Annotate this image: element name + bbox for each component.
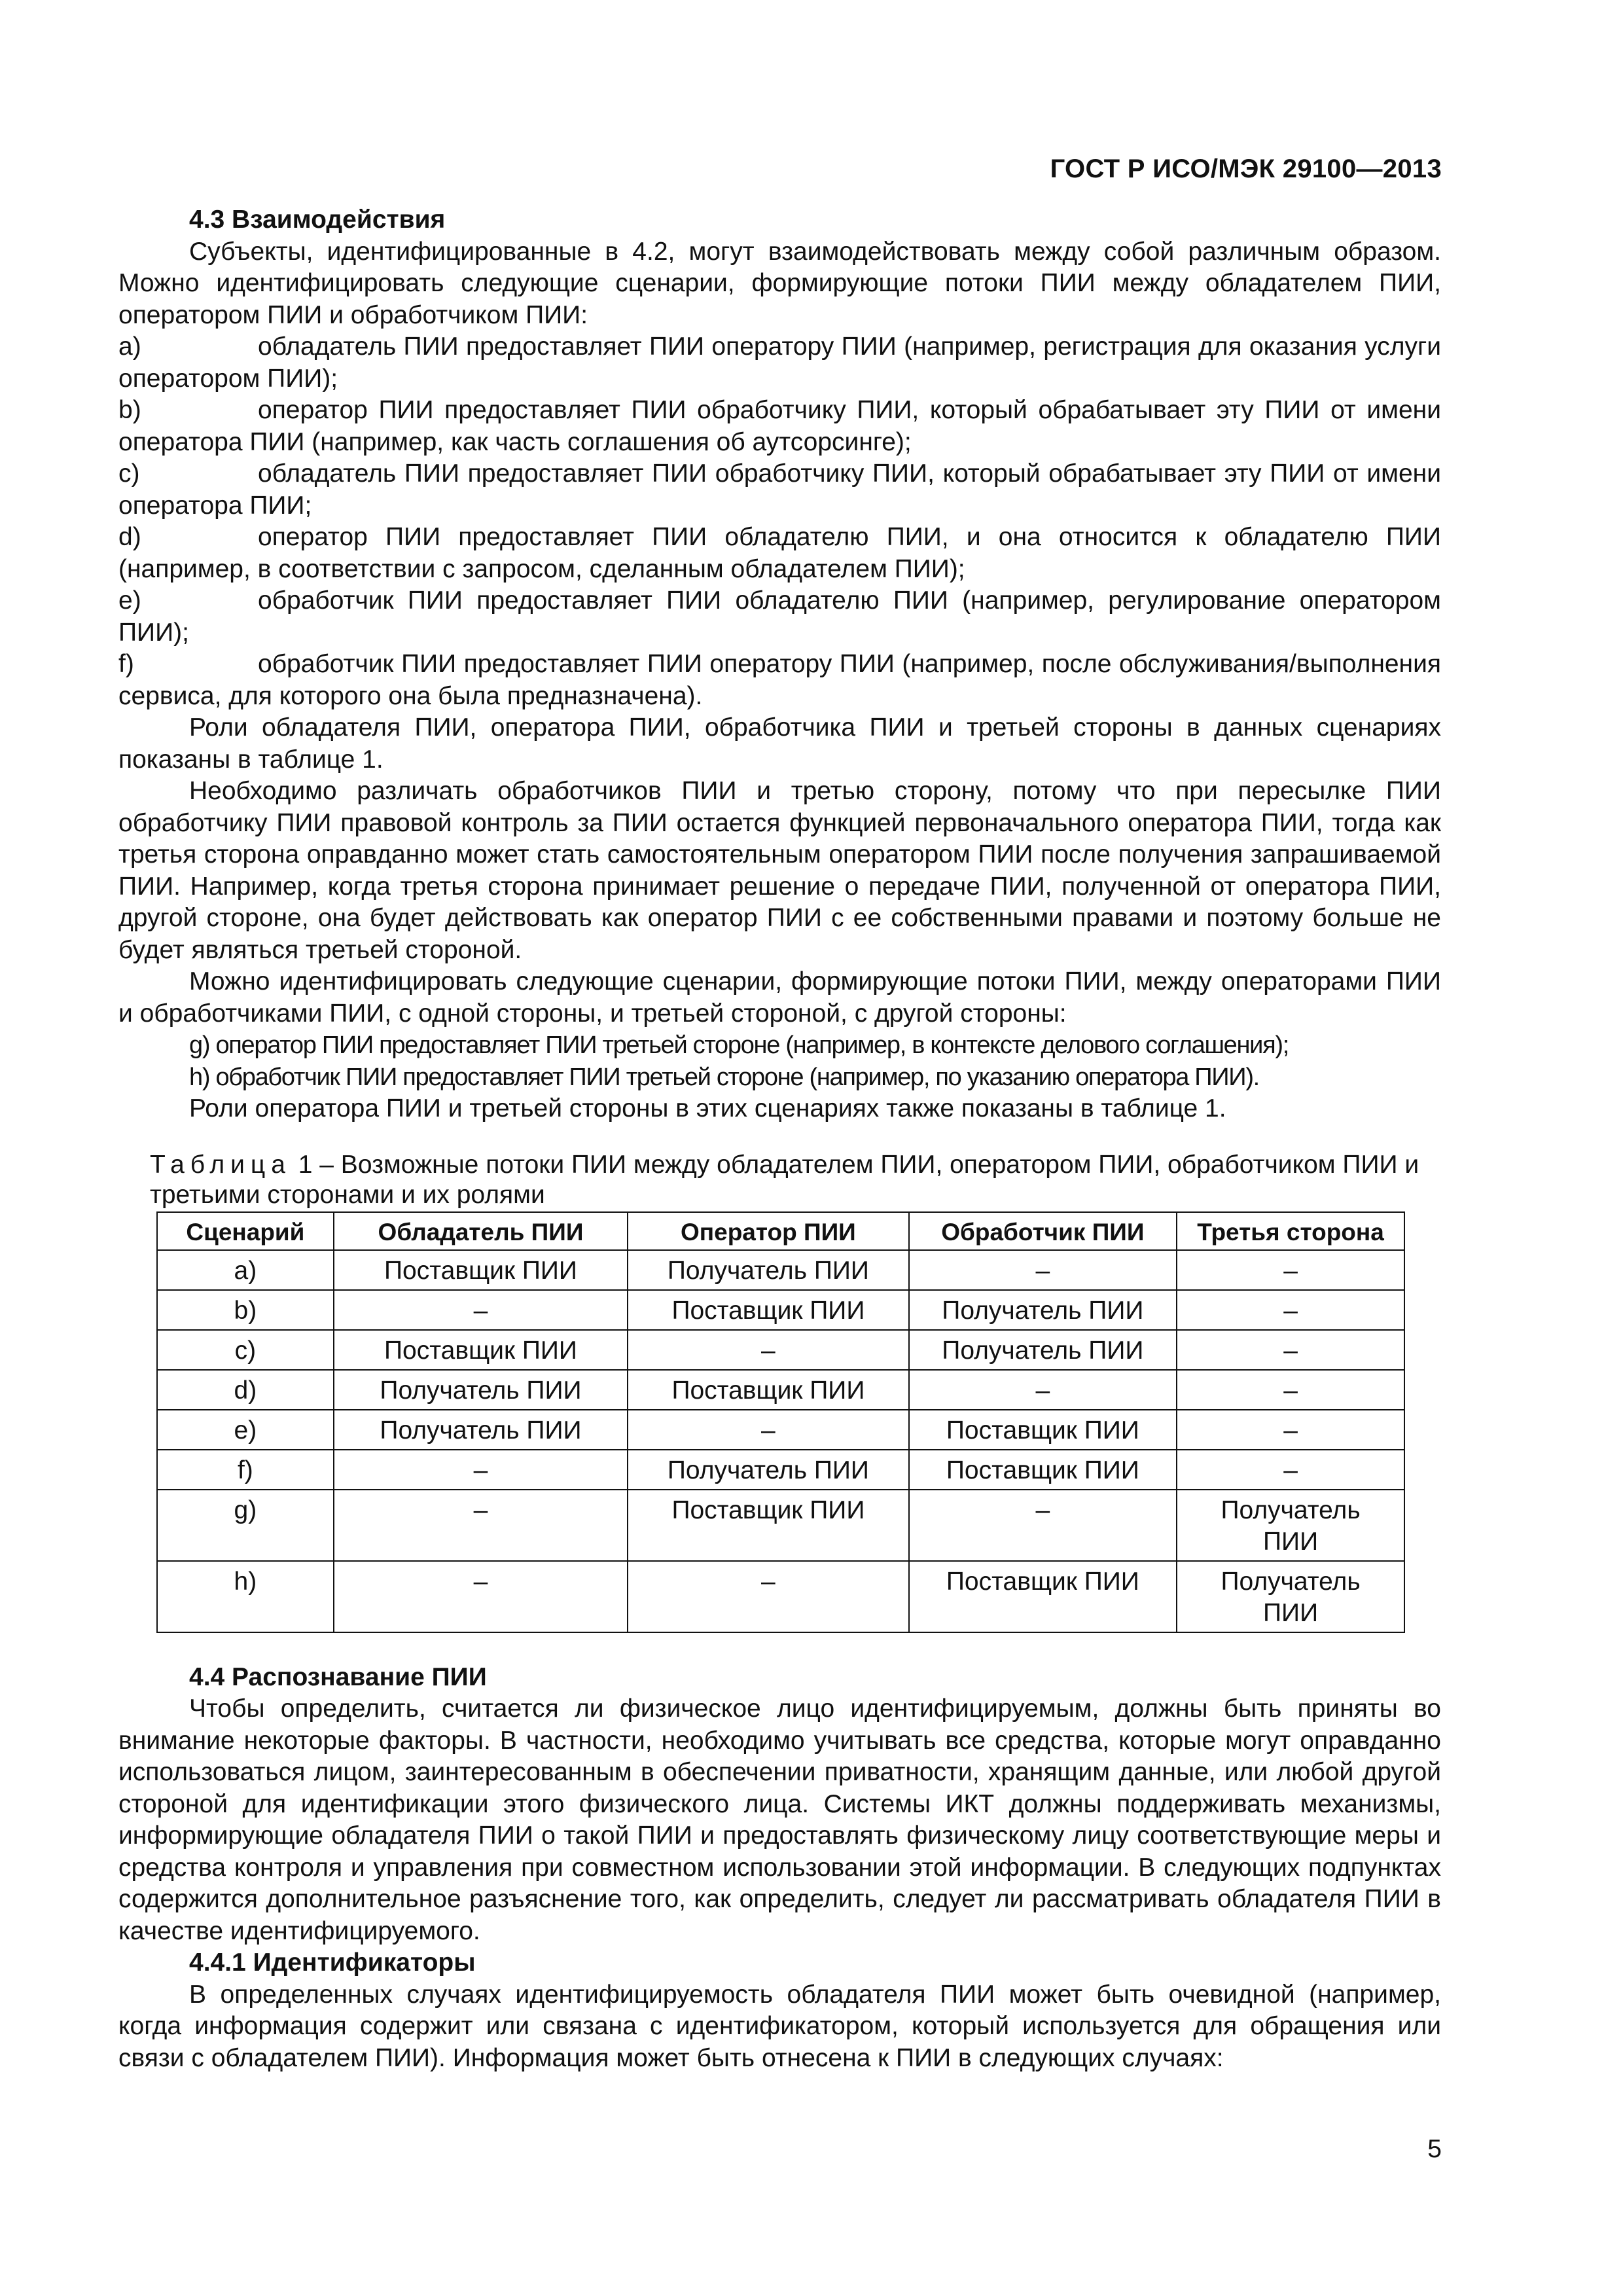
- list-item-f: [118, 649, 1441, 712]
- list-text: обладатель ПИИ предоставляет ПИИ оператору ПИИ (например, регистрация для оказания услуги оператором ПИИ);: [118, 332, 1441, 393]
- table-cell: Получатель ПИИ: [1177, 1490, 1404, 1561]
- paragraph-intro: Субъекты, идентифицированные в 4.2, могут взаимодействовать между собой различным образом. Можно идентифицировать следующие сценарии, формирующие потоки ПИИ между обладателем ПИИ, оператором ПИИ и обработчиком ПИИ:: [118, 237, 1441, 329]
- column-header-pii-processor: Обработчик ПИИ: [909, 1212, 1177, 1250]
- table-cell: h): [157, 1561, 334, 1632]
- list-label: f): [118, 650, 134, 678]
- list-item-d: [118, 522, 1441, 585]
- list-text: обработчик ПИИ предоставляет ПИИ обладателю ПИИ (например, регулирование оператором ПИИ);: [118, 586, 1441, 647]
- list-text: обладатель ПИИ предоставляет ПИИ обработчику ПИИ, который обрабатывает эту ПИИ от имени оператора ПИИ;: [118, 459, 1441, 520]
- table-cell: –: [909, 1490, 1177, 1561]
- table-row: [157, 1561, 1404, 1632]
- list-label: c): [118, 459, 140, 488]
- list-label: a): [118, 332, 141, 361]
- list-text: обработчик ПИИ предоставляет ПИИ оператору ПИИ (например, после обслуживания/выполнения сервиса, для которого она была предназначена).: [118, 650, 1441, 710]
- table-cell: g): [157, 1490, 334, 1561]
- table-cell: Поставщик ПИИ: [909, 1410, 1177, 1450]
- table-row: [157, 1370, 1404, 1410]
- table-cell: –: [628, 1561, 908, 1632]
- table-cell: –: [1177, 1330, 1404, 1370]
- table-cell: –: [334, 1490, 628, 1561]
- section-heading-4-4: 4.4 Распознавание ПИИ: [189, 1662, 487, 1691]
- table-cell: e): [157, 1410, 334, 1450]
- table-cell: –: [1177, 1250, 1404, 1290]
- table-caption-label: Таблица: [150, 1150, 291, 1179]
- standard-header: ГОСТ Р ИСО/МЭК 29100—2013: [1050, 154, 1442, 183]
- list-item-c: [118, 458, 1441, 522]
- table-caption: [118, 1150, 1441, 1210]
- list-text: оператор ПИИ предоставляет ПИИ обладателю ПИИ, и она относится к обладателю ПИИ (например, в соответствии с запросом, сделанным обладателем ПИИ);: [118, 523, 1441, 583]
- table-cell: Получатель ПИИ: [334, 1410, 628, 1450]
- table-cell: a): [157, 1250, 334, 1290]
- paragraph-scenarios: Можно идентифицировать следующие сценарии, формирующие потоки ПИИ, между операторами ПИИ и обработчиками ПИИ, с одной стороны, и третьей стороной, с другой стороны:: [118, 967, 1441, 1028]
- table-cell: Поставщик ПИИ: [628, 1370, 908, 1410]
- table-cell: Получатель ПИИ: [1177, 1561, 1404, 1632]
- paragraph-roles-2: Роли оператора ПИИ и третьей стороны в этих сценариях также показаны в таблице 1.: [189, 1094, 1226, 1122]
- list-label: e): [118, 586, 141, 615]
- table-cell: f): [157, 1450, 334, 1490]
- table-cell: –: [628, 1330, 908, 1370]
- section-heading-4-4-1: 4.4.1 Идентификаторы: [189, 1948, 476, 1977]
- table-row: [157, 1410, 1404, 1450]
- paragraph-pii-recognition: Чтобы определить, считается ли физическое лицо идентифицируемым, должны быть приняты во внимание некоторые факторы. В частности, необходимо учитывать все средства, которые могут оправданно использоваться лицом, заинтересованным в обеспечении приватности, хранящим данные, или любой другой стороной для идентификации этого физического лица. Системы ИКТ должны поддерживать механизмы, информирующие обладателя ПИИ о такой ПИИ и предоставлять физическому лицу соответствующие меры и средства контроля и управления при совместном использовании этой информации. В следующих подпунктах содержится дополнительное разъяснение того, как определить, следует ли рассматривать обладателя ПИИ в качестве идентифицируемого.: [118, 1695, 1441, 1945]
- table-cell: c): [157, 1330, 334, 1370]
- table-cell: –: [1177, 1410, 1404, 1450]
- list-item-e: [118, 585, 1441, 649]
- table-cell: –: [334, 1561, 628, 1632]
- table-cell: b): [157, 1290, 334, 1330]
- list-text: оператор ПИИ предоставляет ПИИ обработчику ПИИ, который обрабатывает эту ПИИ от имени оператора ПИИ (например, как часть соглашения об аутсорсинге);: [118, 396, 1441, 456]
- table-cell: –: [1177, 1370, 1404, 1410]
- table-cell: Поставщик ПИИ: [628, 1490, 908, 1561]
- table-cell: Получатель ПИИ: [628, 1450, 908, 1490]
- page-number: 5: [1427, 2135, 1442, 2163]
- table-cell: Поставщик ПИИ: [334, 1330, 628, 1370]
- list-label: d): [118, 523, 141, 551]
- column-header-third-party: Третья сторона: [1177, 1212, 1404, 1250]
- table-header-row: [157, 1212, 1404, 1250]
- list-item-b: [118, 395, 1441, 458]
- table-row: [157, 1490, 1404, 1561]
- table-cell: d): [157, 1370, 334, 1410]
- table-row: [157, 1330, 1404, 1370]
- paragraph-identifiers: В определенных случаях идентифицируемость обладателя ПИИ может быть очевидной (например, когда информация содержит или связана с идентификатором, который используется для обращения или связи с обладателем ПИИ). Информация может быть отнесена к ПИИ в следующих случаях:: [118, 1980, 1441, 2072]
- table-cell: –: [628, 1410, 908, 1450]
- list-item-a: [118, 331, 1441, 395]
- column-header-pii-controller: Оператор ПИИ: [628, 1212, 908, 1250]
- table-cell: –: [1177, 1450, 1404, 1490]
- list-item-g: g) оператор ПИИ предоставляет ПИИ третьей стороне (например, в контексте делового соглашения);: [189, 1031, 1289, 1059]
- pii-flows-table: [156, 1211, 1405, 1633]
- table-cell: Получатель ПИИ: [909, 1330, 1177, 1370]
- table-cell: Поставщик ПИИ: [909, 1450, 1177, 1490]
- table-cell: Получатель ПИИ: [628, 1250, 908, 1290]
- table-cell: –: [334, 1290, 628, 1330]
- table-cell: Поставщик ПИИ: [628, 1290, 908, 1330]
- paragraph-distinguish: Необходимо различать обработчиков ПИИ и третью сторону, потому что при пересылке ПИИ обработчику ПИИ правовой контроль за ПИИ остается функцией первоначального оператора ПИИ, тогда как третья сторона оправданно может стать самостоятельным оператором ПИИ после получения запрашиваемой ПИИ. Например, когда третья сторона принимает решение о передаче ПИИ, полученной от оператора ПИИ, другой стороне, она будет действовать как оператор ПИИ с ее собственными правами и поэтому больше не будет являться третьей стороной.: [118, 777, 1441, 964]
- table-cell: Получатель ПИИ: [909, 1290, 1177, 1330]
- table-cell: Поставщик ПИИ: [909, 1561, 1177, 1632]
- paragraph-roles: Роли обладателя ПИИ, оператора ПИИ, обработчика ПИИ и третьей стороны в данных сценариях показаны в таблице 1.: [118, 713, 1441, 774]
- list-item-h: h) обработчик ПИИ предоставляет ПИИ третьей стороне (например, по указанию оператора ПИИ).: [189, 1063, 1259, 1091]
- column-header-pii-principal: Обладатель ПИИ: [334, 1212, 628, 1250]
- column-header-scenario: Сценарий: [157, 1212, 334, 1250]
- document-body: [118, 204, 1441, 2074]
- list-label: b): [118, 396, 141, 424]
- table-row: [157, 1450, 1404, 1490]
- table-cell: –: [909, 1250, 1177, 1290]
- table-cell: –: [909, 1370, 1177, 1410]
- table-cell: –: [1177, 1290, 1404, 1330]
- table-cell: –: [334, 1450, 628, 1490]
- table-cell: Поставщик ПИИ: [334, 1250, 628, 1290]
- section-heading-4-3: 4.3 Взаимодействия: [189, 206, 446, 234]
- table-row: [157, 1250, 1404, 1290]
- table-row: [157, 1290, 1404, 1330]
- table-caption-text: 1 – Возможные потоки ПИИ между обладателем ПИИ, оператором ПИИ, обработчиком ПИИ и третьими сторонами и их ролями: [150, 1150, 1419, 1209]
- table-cell: Получатель ПИИ: [334, 1370, 628, 1410]
